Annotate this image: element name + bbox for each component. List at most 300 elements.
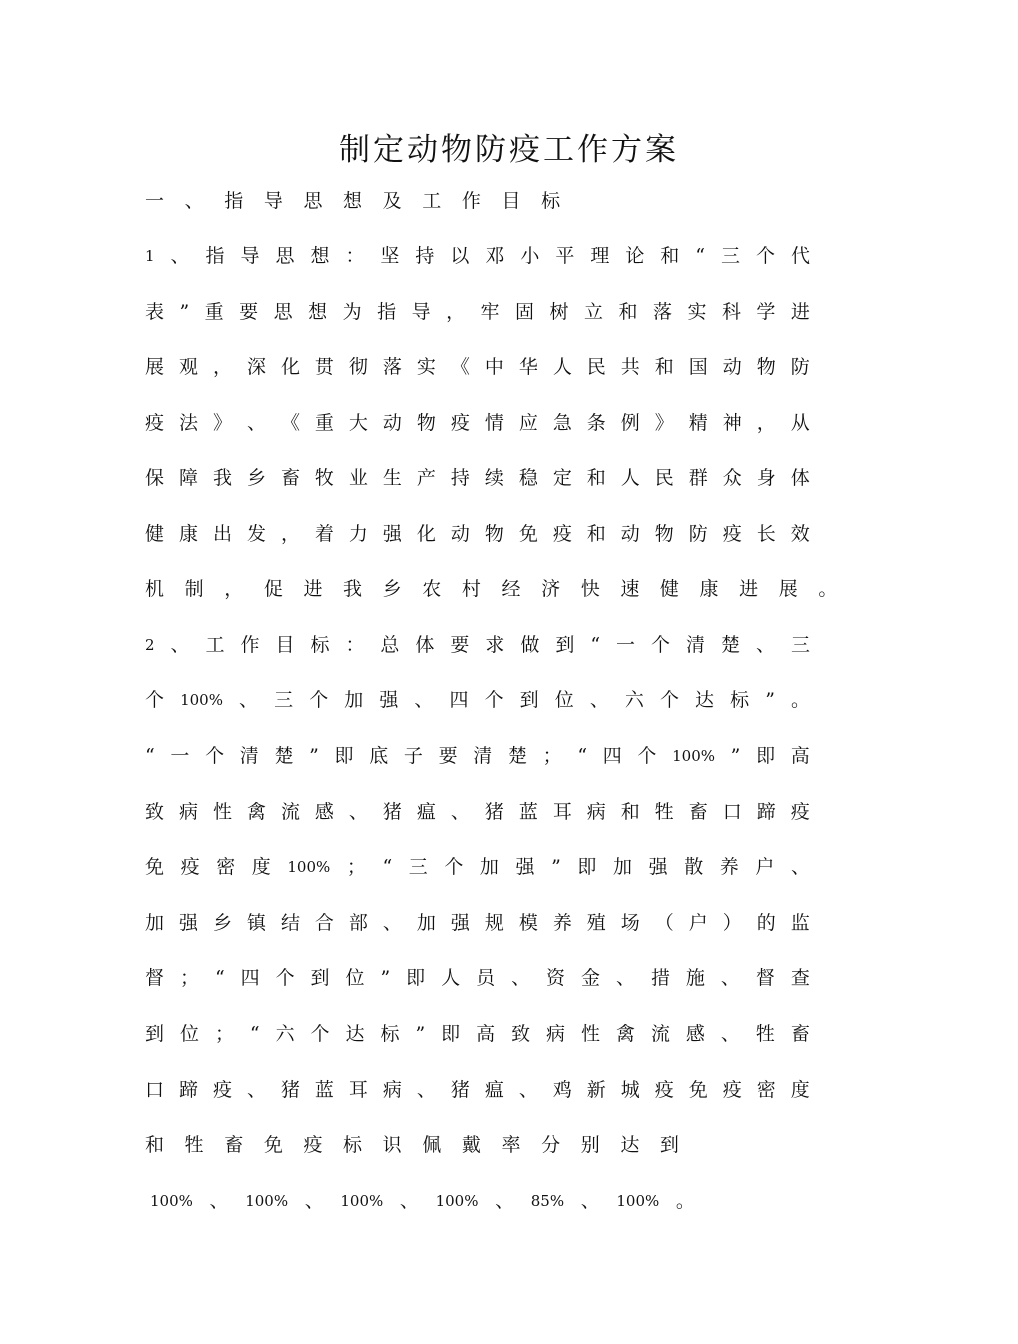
text-glyph: 产 [416, 467, 436, 489]
text-glyph: 。 [818, 578, 838, 600]
text-glyph: 中 [484, 356, 504, 378]
text-glyph: 民 [586, 356, 606, 378]
text-glyph: 观 [178, 356, 198, 378]
text-glyph: 场 [620, 912, 640, 934]
text-glyph: 、 [399, 1190, 419, 1212]
text-glyph: 情 [484, 412, 504, 434]
text-glyph: 100% [340, 1192, 384, 1210]
text-glyph: 施 [685, 967, 705, 989]
text-glyph: 展 [778, 578, 798, 600]
text-glyph: 持 [415, 245, 435, 267]
text-glyph: 制 [184, 578, 204, 600]
text-glyph: 力 [348, 523, 368, 545]
text-glyph: 进 [739, 578, 759, 600]
text-glyph: 口 [145, 1079, 165, 1101]
text-glyph: 生 [382, 467, 402, 489]
text-line [145, 574, 838, 604]
text-glyph: 规 [484, 912, 504, 934]
text-glyph: 病 [586, 801, 606, 823]
text-glyph: ， [446, 301, 466, 323]
text-glyph: 作 [240, 634, 260, 656]
text-glyph: 彻 [348, 356, 368, 378]
text-glyph: 镇 [246, 912, 266, 934]
text-line [145, 963, 810, 993]
text-glyph: 监 [790, 912, 810, 934]
text-glyph: 动 [722, 356, 742, 378]
text-glyph: 员 [476, 967, 496, 989]
text-glyph: 发 [246, 523, 266, 545]
text-glyph: 应 [518, 412, 538, 434]
text-glyph: 想 [310, 245, 330, 267]
text-line [145, 1130, 810, 1160]
text-glyph: 猪 [484, 801, 504, 823]
text-glyph: ” [765, 689, 775, 711]
text-glyph: 楚 [507, 745, 527, 767]
text-glyph: 动 [620, 523, 640, 545]
text-glyph: 耳 [348, 1079, 368, 1101]
text-glyph: 康 [699, 578, 719, 600]
text-glyph: 想 [308, 301, 328, 323]
text-glyph: 标 [380, 1023, 400, 1045]
text-glyph: 个 [659, 689, 679, 711]
text-glyph: 加 [145, 912, 165, 934]
text-glyph: 我 [343, 578, 363, 600]
text-glyph: 目 [275, 634, 295, 656]
text-glyph: 养 [719, 856, 739, 878]
text-glyph: 清 [473, 745, 493, 767]
text-glyph: 疫 [654, 1079, 674, 1101]
text-glyph: 防 [790, 356, 810, 378]
text-glyph: 农 [422, 578, 442, 600]
text-glyph: 个 [309, 689, 329, 711]
text-glyph: 。 [675, 1190, 695, 1212]
text-glyph: 康 [178, 523, 198, 545]
text-glyph: 、 [416, 1079, 436, 1101]
text-glyph: 佩 [422, 1134, 442, 1156]
text-glyph: 进 [303, 578, 323, 600]
text-glyph: 指 [205, 245, 225, 267]
text-glyph: 子 [403, 745, 423, 767]
text-glyph: 到 [659, 1134, 679, 1156]
text-glyph: 民 [654, 467, 674, 489]
text-glyph: 经 [501, 578, 521, 600]
text-glyph: 促 [263, 578, 283, 600]
text-glyph: 人 [441, 967, 461, 989]
text-glyph: 、 [580, 1190, 600, 1212]
text-line [145, 408, 810, 438]
text-glyph: 疫 [722, 1079, 742, 1101]
text-glyph: 度 [790, 1079, 810, 1101]
text-glyph: 户 [755, 856, 775, 878]
text-glyph: 免 [518, 523, 538, 545]
text-glyph: 村 [461, 578, 481, 600]
text-glyph: 殖 [586, 912, 606, 934]
text-glyph: 、 [246, 412, 266, 434]
text-glyph: 加 [613, 856, 633, 878]
text-line [145, 463, 810, 493]
text-glyph: 畜 [688, 801, 708, 823]
text-glyph: 疫 [790, 801, 810, 823]
text-glyph: 指 [224, 190, 244, 212]
text-glyph: 结 [280, 912, 300, 934]
text-glyph: 和 [586, 523, 606, 545]
text-glyph: 、 [511, 967, 531, 989]
text-glyph: 科 [721, 301, 741, 323]
text-glyph: 个 [651, 634, 671, 656]
text-glyph: 度 [251, 856, 271, 878]
text-glyph: 四 [602, 745, 622, 767]
text-glyph: 、 [720, 1023, 740, 1045]
text-glyph: 长 [756, 523, 776, 545]
text-glyph: ， [756, 412, 776, 434]
text-glyph: 禽 [615, 1023, 635, 1045]
text-line [145, 1019, 810, 1049]
text-glyph: 疫 [722, 523, 742, 545]
text-glyph: 督 [145, 967, 165, 989]
text-glyph: 表 [145, 301, 165, 323]
text-glyph: 性 [581, 1023, 601, 1045]
text-glyph: 急 [552, 412, 572, 434]
text-glyph: 国 [688, 356, 708, 378]
text-glyph: 免 [263, 1134, 283, 1156]
text-line [145, 630, 810, 660]
text-glyph: 猪 [450, 1079, 470, 1101]
text-glyph: 措 [650, 967, 670, 989]
text-glyph: 、 [170, 634, 190, 656]
text-line [145, 241, 810, 271]
text-glyph: 性 [212, 801, 232, 823]
text-glyph: 鸡 [552, 1079, 572, 1101]
text-glyph: 底 [369, 745, 389, 767]
text-glyph: “ [214, 967, 225, 989]
text-glyph: 群 [688, 467, 708, 489]
text-glyph: 重 [314, 412, 334, 434]
text-glyph: 保 [145, 467, 165, 489]
text-glyph: 督 [755, 967, 775, 989]
text-glyph: 要 [239, 301, 259, 323]
text-glyph: 猪 [280, 1079, 300, 1101]
text-glyph: 条 [586, 412, 606, 434]
text-glyph: 个 [444, 856, 464, 878]
text-glyph: 、 [720, 967, 740, 989]
text-glyph: 及 [382, 190, 402, 212]
text-glyph: 免 [145, 856, 165, 878]
text-line [150, 1186, 695, 1216]
text-glyph: 四 [240, 967, 260, 989]
text-glyph: 三 [720, 245, 740, 267]
text-glyph: 养 [552, 912, 572, 934]
text-glyph: 高 [790, 745, 810, 767]
text-glyph: 六 [624, 689, 644, 711]
text-glyph: 着 [314, 523, 334, 545]
text-glyph: 工 [422, 190, 442, 212]
text-glyph: 散 [684, 856, 704, 878]
text-glyph: 高 [476, 1023, 496, 1045]
text-glyph: ； [214, 1023, 234, 1045]
text-glyph: 固 [515, 301, 535, 323]
text-glyph: 100% [616, 1192, 660, 1210]
text-glyph: 猪 [382, 801, 402, 823]
text-glyph: 快 [580, 578, 600, 600]
text-glyph: 物 [416, 412, 436, 434]
text-glyph: 耳 [552, 801, 572, 823]
text-glyph: 防 [688, 523, 708, 545]
text-glyph: 体 [790, 467, 810, 489]
text-glyph: 物 [484, 523, 504, 545]
text-glyph: 健 [145, 523, 165, 545]
text-glyph: 率 [501, 1134, 521, 1156]
text-glyph: 牢 [480, 301, 500, 323]
text-glyph: 实 [416, 356, 436, 378]
text-line [145, 1075, 810, 1105]
text-glyph: 疫 [303, 1134, 323, 1156]
text-line [145, 685, 810, 715]
text-glyph: 即 [441, 1023, 461, 1045]
text-glyph: 实 [687, 301, 707, 323]
text-glyph: 体 [415, 634, 435, 656]
text-glyph: 展 [145, 356, 165, 378]
text-glyph: 物 [756, 356, 776, 378]
text-glyph: 机 [145, 578, 165, 600]
text-glyph: 指 [377, 301, 397, 323]
text-glyph: 化 [280, 356, 300, 378]
text-glyph: 》 [212, 412, 232, 434]
text-glyph: 标 [343, 1134, 363, 1156]
text-line [145, 908, 810, 938]
text-glyph: 人 [552, 356, 572, 378]
text-glyph: 乡 [382, 578, 402, 600]
text-glyph: 100% [672, 747, 715, 765]
text-glyph: 和 [654, 356, 674, 378]
text-glyph: 疫 [180, 856, 200, 878]
text-glyph: 和 [660, 245, 680, 267]
text-glyph: 病 [546, 1023, 566, 1045]
text-glyph: 合 [314, 912, 334, 934]
text-glyph: 论 [625, 245, 645, 267]
text-glyph: 、 [382, 912, 402, 934]
text-glyph: 强 [379, 689, 399, 711]
text-glyph: 例 [620, 412, 640, 434]
text-glyph: 思 [275, 245, 295, 267]
text-glyph: “ [382, 856, 393, 878]
text-glyph: 致 [511, 1023, 531, 1045]
text-glyph: “ [577, 745, 588, 767]
text-glyph: 、 [414, 689, 434, 711]
text-glyph: 平 [555, 245, 575, 267]
text-glyph: 牲 [654, 801, 674, 823]
text-glyph: 流 [650, 1023, 670, 1045]
text-glyph: 大 [348, 412, 368, 434]
text-glyph: 。 [790, 689, 810, 711]
text-glyph: ； [346, 856, 366, 878]
text-glyph: 到 [555, 634, 575, 656]
text-glyph: 85% [530, 1192, 565, 1210]
text-glyph: 病 [382, 1079, 402, 1101]
text-glyph: 思 [303, 190, 323, 212]
text-line [145, 741, 810, 771]
text-glyph: 达 [345, 1023, 365, 1045]
text-glyph: 目 [501, 190, 521, 212]
text-glyph: 牲 [755, 1023, 775, 1045]
text-glyph: 标 [310, 634, 330, 656]
text-glyph: 个 [275, 967, 295, 989]
text-glyph: 100% [180, 691, 223, 709]
text-glyph: 导 [240, 245, 260, 267]
text-glyph: ” [730, 745, 741, 767]
text-glyph: ； [542, 745, 562, 767]
text-glyph: 疫 [552, 523, 572, 545]
text-glyph: 、 [246, 1079, 266, 1101]
text-glyph: 、 [209, 1190, 229, 1212]
text-glyph: 要 [450, 634, 470, 656]
text-glyph: 、 [170, 245, 190, 267]
text-glyph: 众 [722, 467, 742, 489]
text-glyph: 稳 [518, 467, 538, 489]
text-glyph: 位 [179, 1023, 199, 1045]
text-line [145, 797, 810, 827]
text-glyph: 和 [145, 1134, 165, 1156]
text-line [145, 852, 810, 882]
text-glyph: 个 [637, 745, 657, 767]
text-glyph: 即 [577, 856, 597, 878]
text-glyph: 导 [263, 190, 283, 212]
text-glyph: 清 [239, 745, 259, 767]
text-glyph: 楚 [274, 745, 294, 767]
text-line [145, 519, 810, 549]
text-glyph: 四 [449, 689, 469, 711]
text-glyph: 强 [382, 523, 402, 545]
text-glyph: 感 [314, 801, 334, 823]
text-glyph: 邓 [485, 245, 505, 267]
text-glyph: 强 [648, 856, 668, 878]
text-glyph: 识 [382, 1134, 402, 1156]
text-glyph: 瘟 [416, 801, 436, 823]
text-glyph: 蓝 [518, 801, 538, 823]
text-glyph: 代 [790, 245, 810, 267]
text-glyph: 落 [652, 301, 672, 323]
text-glyph: 小 [520, 245, 540, 267]
text-glyph: 效 [790, 523, 810, 545]
text-glyph: 华 [518, 356, 538, 378]
text-glyph: 速 [620, 578, 640, 600]
text-glyph: ； [179, 967, 199, 989]
text-glyph: 贯 [314, 356, 334, 378]
text-glyph: 我 [212, 467, 232, 489]
text-glyph: “ [145, 745, 155, 767]
text-glyph: 畜 [790, 1023, 810, 1045]
text-glyph: 感 [685, 1023, 705, 1045]
text-glyph: 1 [145, 247, 155, 265]
text-line [145, 352, 810, 382]
text-glyph: 以 [450, 245, 470, 267]
text-glyph: 一 [616, 634, 636, 656]
text-glyph: ： [345, 245, 365, 267]
text-glyph: 即 [334, 745, 354, 767]
text-glyph: 蹄 [756, 801, 776, 823]
text-glyph: 作 [461, 190, 481, 212]
text-glyph: ， [212, 356, 232, 378]
text-glyph: 、 [184, 190, 204, 212]
text-glyph: 树 [549, 301, 569, 323]
text-glyph: 100% [287, 858, 331, 876]
text-glyph: 、 [450, 801, 470, 823]
text-glyph: ” [309, 745, 319, 767]
text-glyph: 动 [450, 523, 470, 545]
text-glyph: 《 [280, 412, 300, 434]
text-glyph: 工 [205, 634, 225, 656]
text-glyph: 致 [145, 801, 165, 823]
text-glyph: 达 [695, 689, 715, 711]
text-glyph: 求 [485, 634, 505, 656]
text-glyph: 三 [274, 689, 294, 711]
text-glyph: 三 [408, 856, 428, 878]
text-glyph: 进 [790, 301, 810, 323]
text-glyph: 户 [688, 912, 708, 934]
text-glyph: 出 [212, 523, 232, 545]
text-glyph: 学 [756, 301, 776, 323]
text-glyph: 密 [216, 856, 236, 878]
text-glyph: 物 [654, 523, 674, 545]
text-glyph: 100% [245, 1192, 289, 1210]
text-glyph: 共 [620, 356, 640, 378]
text-glyph: 神 [722, 412, 742, 434]
text-glyph: 免 [688, 1079, 708, 1101]
text-glyph: 、 [495, 1190, 515, 1212]
text-glyph: 业 [348, 467, 368, 489]
text-glyph: 强 [515, 856, 535, 878]
text-glyph: 个 [755, 245, 775, 267]
text-glyph: 新 [586, 1079, 606, 1101]
text-glyph: 三 [790, 634, 810, 656]
text-glyph: “ [590, 634, 601, 656]
text-glyph: 即 [406, 967, 426, 989]
text-glyph: 城 [620, 1079, 640, 1101]
text-glyph: 畜 [280, 467, 300, 489]
text-glyph: 强 [178, 912, 198, 934]
text-glyph: 动 [382, 412, 402, 434]
text-glyph: 加 [344, 689, 364, 711]
text-glyph: 健 [659, 578, 679, 600]
text-glyph: 流 [280, 801, 300, 823]
text-glyph: 瘟 [484, 1079, 504, 1101]
text-glyph: 落 [382, 356, 402, 378]
text-glyph: 和 [586, 467, 606, 489]
text-glyph: 障 [178, 467, 198, 489]
text-glyph: 乡 [246, 467, 266, 489]
text-glyph: 牲 [184, 1134, 204, 1156]
text-glyph: 标 [730, 689, 750, 711]
text-glyph: 个 [145, 689, 165, 711]
text-glyph: 蓝 [314, 1079, 334, 1101]
text-glyph: 的 [756, 912, 776, 934]
text-glyph: 续 [484, 467, 504, 489]
text-glyph: ） [722, 912, 742, 934]
text-glyph: 楚 [720, 634, 740, 656]
text-glyph: ” [179, 301, 190, 323]
text-glyph: 《 [450, 356, 470, 378]
text-glyph: 从 [790, 412, 810, 434]
text-glyph: 》 [654, 412, 674, 434]
text-glyph: ： [345, 634, 365, 656]
text-glyph: ” [551, 856, 561, 878]
text-glyph: 持 [450, 467, 470, 489]
text-glyph: 定 [552, 467, 572, 489]
text-glyph: 精 [688, 412, 708, 434]
text-glyph: 口 [722, 801, 742, 823]
text-glyph: 、 [755, 634, 775, 656]
text-glyph: 立 [584, 301, 604, 323]
text-line [145, 186, 810, 216]
